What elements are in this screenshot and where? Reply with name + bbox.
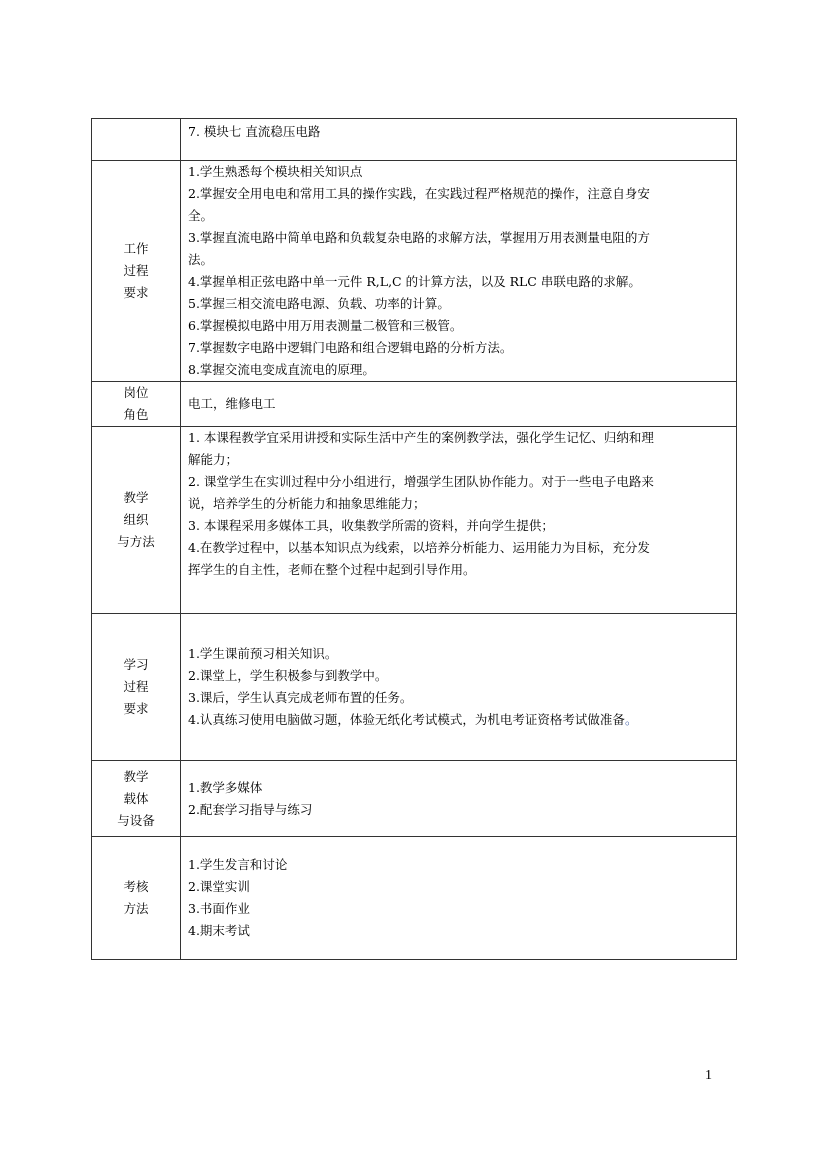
label-line: 与方法 bbox=[117, 534, 155, 549]
content-line: 7. 模块七 直流稳压电路 bbox=[188, 124, 321, 139]
page-number: 1 bbox=[705, 1068, 712, 1083]
content-line: 4.认真练习使用电脑做习题，体验无纸化考试模式，为机电考证资格考试做准备 bbox=[188, 712, 625, 727]
trailing-mark: 。 bbox=[624, 712, 638, 727]
content-line: 2.课堂实训 bbox=[188, 879, 250, 894]
label-line: 过程 bbox=[123, 263, 149, 278]
row-content bbox=[181, 837, 737, 960]
row-teaching-equipment bbox=[92, 761, 737, 837]
content-line: 2.掌握安全用电电和常用工具的操作实践，在实践过程严格规范的操作，注意自身安 bbox=[188, 186, 650, 201]
content-line: 1.学生熟悉每个模块相关知识点 bbox=[188, 164, 363, 179]
row-work-process bbox=[92, 161, 737, 382]
content-line: 1.教学多媒体 bbox=[188, 779, 263, 795]
row-content bbox=[181, 382, 737, 427]
content-line: 8.掌握交流电变成直流电的原理。 bbox=[188, 362, 375, 377]
label-line: 岗位 bbox=[123, 385, 149, 400]
label-line: 与设备 bbox=[117, 812, 155, 828]
content-line: 法。 bbox=[188, 252, 214, 267]
row-label bbox=[92, 382, 181, 427]
content-line: 1. 本课程教学宜采用讲授和实际生活中产生的案例教学法，强化学生记忆、归纳和理 bbox=[188, 430, 654, 445]
label-line: 要求 bbox=[123, 285, 149, 300]
content-line: 全。 bbox=[188, 208, 214, 223]
content-line: 7.掌握数字电路中逻辑门电路和组合逻辑电路的分析方法。 bbox=[188, 340, 513, 355]
content-line: 1.学生课前预习相关知识。 bbox=[188, 646, 338, 661]
label-line: 载体 bbox=[123, 790, 149, 806]
label-line: 角色 bbox=[123, 407, 149, 422]
content-line: 2.课堂上，学生积极参与到教学中。 bbox=[188, 668, 388, 683]
row-content bbox=[181, 427, 737, 614]
label-line: 学习 bbox=[123, 657, 149, 672]
label-line: 教学 bbox=[123, 768, 149, 784]
label-line: 过程 bbox=[123, 679, 149, 694]
row-label bbox=[92, 161, 181, 382]
content-line: 2.配套学习指导与练习 bbox=[188, 801, 313, 817]
content-line-with-mark bbox=[188, 709, 730, 731]
label-line: 方法 bbox=[123, 901, 149, 916]
content-line: 3.书面作业 bbox=[188, 901, 250, 916]
content-line: 挥学生的自主性，老师在整个过程中起到引导作用。 bbox=[188, 562, 476, 577]
content-line: 说，培养学生的分析能力和抽象思维能力； bbox=[188, 496, 426, 511]
row-learning-process bbox=[92, 614, 737, 761]
label-line: 教学 bbox=[123, 490, 149, 505]
content-line: 电工，维修电工 bbox=[188, 396, 276, 411]
label-line: 组织 bbox=[123, 512, 149, 527]
row-job-role bbox=[92, 382, 737, 427]
content-line: 3.掌握直流电路中简单电路和负载复杂电路的求解方法，掌握用万用表测量电阻的方 bbox=[188, 230, 650, 245]
content-line: 3.课后，学生认真完成老师布置的任务。 bbox=[188, 690, 413, 705]
label-line: 工作 bbox=[123, 241, 149, 256]
row-module-7 bbox=[92, 119, 737, 161]
content-line: 4.期末考试 bbox=[188, 923, 250, 938]
course-info-table bbox=[91, 118, 737, 960]
row-label bbox=[92, 837, 181, 960]
row-assessment bbox=[92, 837, 737, 960]
row-content bbox=[181, 161, 737, 382]
row-label bbox=[92, 761, 181, 837]
content-line: 解能力； bbox=[188, 452, 239, 467]
content-line: 2. 课堂学生在实训过程中分小组进行，增强学生团队协作能力。对于一些电子电路来 bbox=[188, 474, 654, 489]
row-label bbox=[92, 614, 181, 761]
content-line: 4.掌握单相正弦电路中单一元件 R,L,C 的计算方法，以及 RLC 串联电路的求解。 bbox=[188, 274, 641, 289]
row-content bbox=[181, 761, 737, 837]
row-label bbox=[92, 427, 181, 614]
row-teaching-org bbox=[92, 427, 737, 614]
label-line: 要求 bbox=[123, 701, 149, 716]
row-content bbox=[181, 119, 737, 161]
row-label-empty bbox=[92, 119, 181, 161]
content-line: 1.学生发言和讨论 bbox=[188, 857, 288, 872]
label-line: 考核 bbox=[123, 879, 149, 894]
row-content bbox=[181, 614, 737, 761]
content-line: 3. 本课程采用多媒体工具，收集教学所需的资料，并向学生提供； bbox=[188, 518, 554, 533]
content-line: 6.掌握模拟电路中用万用表测量二极管和三极管。 bbox=[188, 318, 463, 333]
content-line: 5.掌握三相交流电路电源、负载、功率的计算。 bbox=[188, 296, 450, 311]
content-line: 4.在教学过程中，以基本知识点为线索，以培养分析能力、运用能力为目标，充分发 bbox=[188, 540, 650, 555]
